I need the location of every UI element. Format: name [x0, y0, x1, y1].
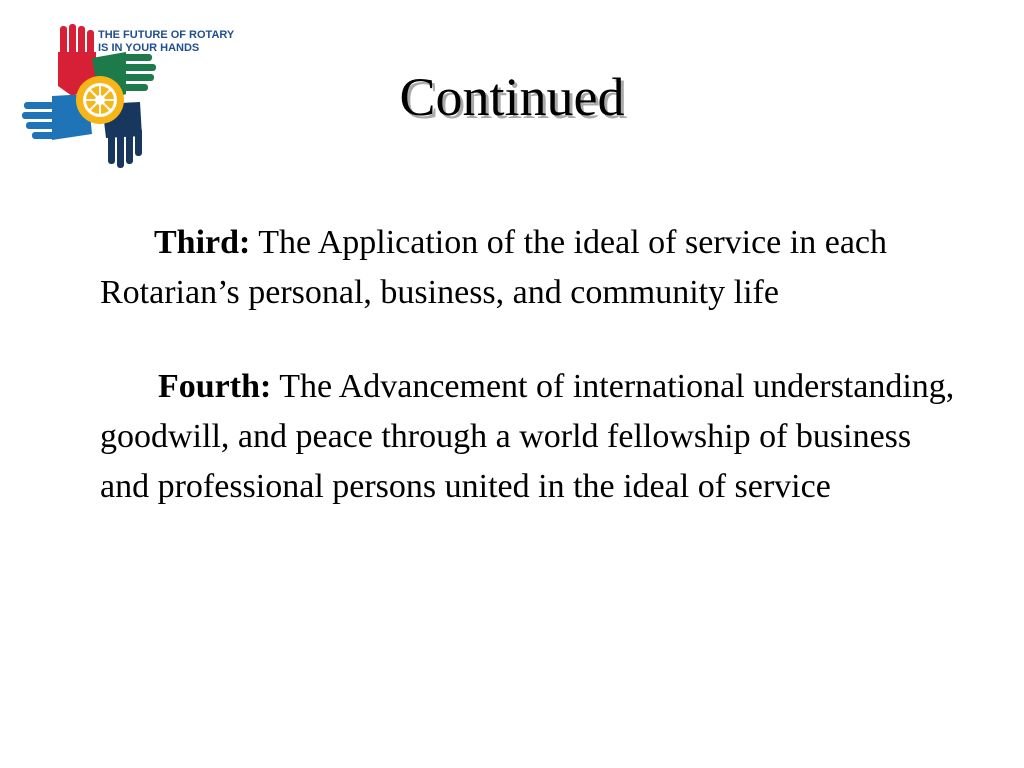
logo-tagline-line2: IS IN YOUR HANDS	[98, 42, 200, 54]
logo-tagline-line1: THE FUTURE OF ROTARY	[98, 29, 235, 41]
third-text: The Application of the ideal of service in each Rotarian’s personal, business, and community life	[100, 224, 887, 311]
third-label: Third:	[154, 224, 251, 261]
slide-body	[100, 218, 960, 512]
fourth-label: Fourth:	[158, 368, 272, 405]
paragraph-fourth	[100, 362, 960, 512]
fourth-text: The Advancement of international understanding, goodwill, and peace through a world fellowship of business and professional persons united in the ideal of service	[100, 368, 955, 505]
paragraph-third	[100, 218, 960, 318]
slide-title: Continued	[399, 67, 625, 127]
